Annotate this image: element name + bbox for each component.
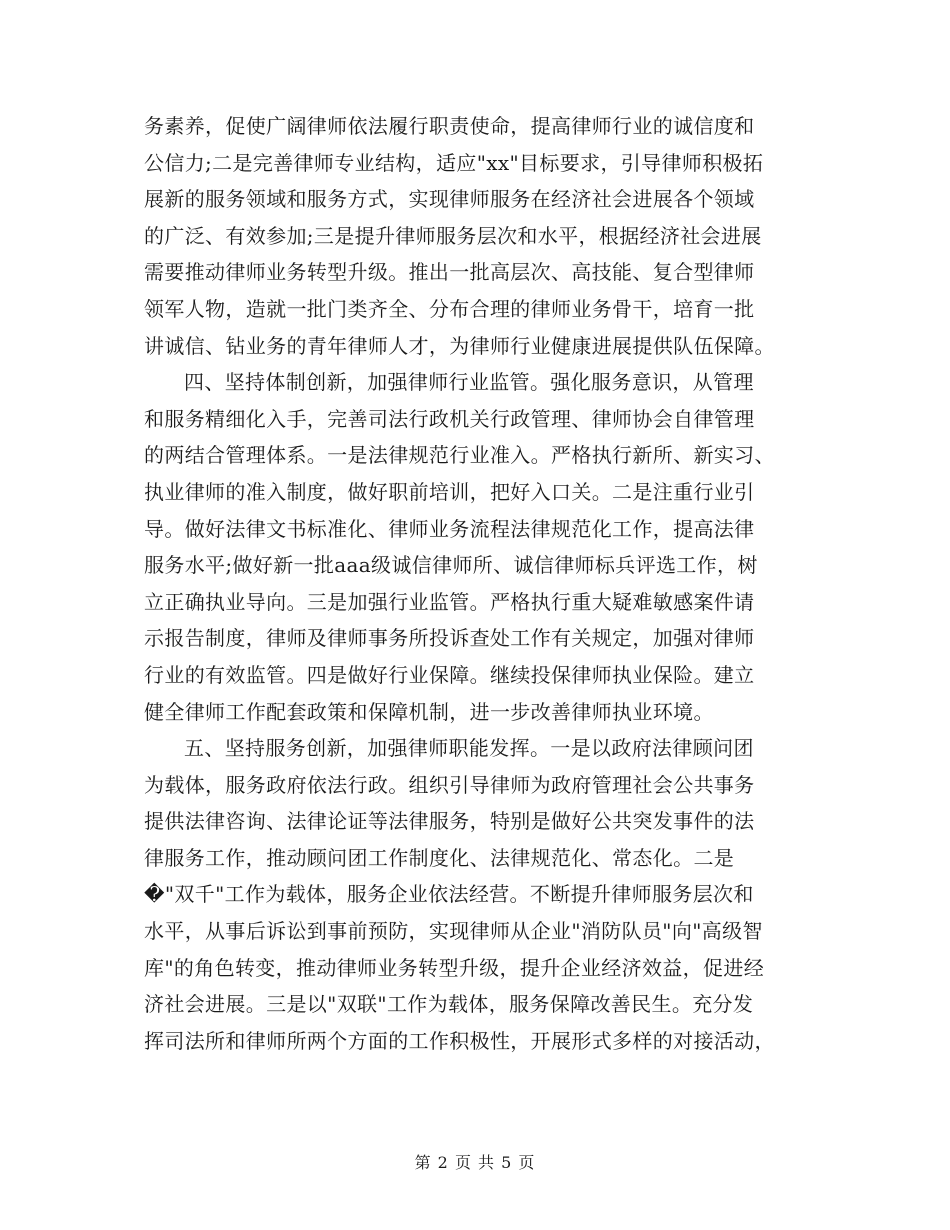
text-line: 服务水平;做好新一批aaa级诚信律师所、诚信律师标兵评选工作，树: [144, 553, 758, 578]
text-line: 领军人物，造就一批门类齐全、分布合理的律师业务骨干，培育一批: [144, 296, 755, 321]
text-line: 为载体，服务政府依法行政。组织引导律师为政府管理社会公共事务: [144, 772, 755, 797]
text-line: 四、坚持体制创新，加强律师行业监管。强化服务意识，从管理: [184, 370, 754, 395]
text-line: 导。做好法律文书标准化、律师业务流程法律规范化工作，提高法律: [144, 516, 755, 541]
text-line: 需要推动律师业务转型升级。推出一批高层次、高技能、复合型律师: [144, 260, 755, 285]
text-line: 济社会进展。三是以"双联"工作为载体，服务保障改善民生。充分发: [144, 992, 754, 1017]
text-line: 库"的角色转变，推动律师业务转型升级，提升企业经济效益，促进经: [144, 955, 765, 980]
text-line: 律服务工作，推动顾问团工作制度化、法律规范化、常态化。二是: [144, 845, 735, 870]
text-line: 立正确执业导向。三是加强行业监管。严格执行重大疑难敏感案件请: [144, 589, 755, 614]
text-line: 讲诚信、钻业务的青年律师人才，为律师行业健康进展提供队伍保障。: [144, 333, 775, 358]
text-line: 和服务精细化入手，完善司法行政机关行政管理、律师协会自律管理: [144, 406, 755, 431]
text-line: �"双千"工作为载体，服务企业依法经营。不断提升律师服务层次和: [144, 882, 754, 907]
document-body: [144, 108, 806, 1059]
page-footer: 第 2 页 共 5 页: [414, 1153, 536, 1172]
text-line: 的两结合管理体系。一是法律规范行业准入。严格执行新所、新实习、: [144, 443, 775, 468]
text-line: 示报告制度，律师及律师事务所投诉查处工作有关规定，加强对律师: [144, 626, 755, 651]
text-line: 行业的有效监管。四是做好行业保障。继续投保律师执业保险。建立: [144, 662, 755, 687]
text-line: 五、坚持服务创新，加强律师职能发挥。一是以政府法律顾问团: [184, 736, 754, 761]
text-line: 务素养，促使广阔律师依法履行职责使命，提高律师行业的诚信度和: [144, 114, 755, 138]
text-line: 健全律师工作配套政策和保障机制，进一步改善律师执业环境。: [144, 699, 714, 724]
text-line: 公信力;二是完善律师专业结构，适应"xx"目标要求，引导律师积极拓: [144, 150, 764, 175]
text-line: 水平，从事后诉讼到事前预防，实现律师从企业"消防队员"向"高级智: [144, 919, 763, 944]
text-line: 提供法律咨询、法律论证等法律服务，特别是做好公共突发事件的法: [144, 809, 755, 834]
text-line: 执业律师的准入制度，做好职前培训，把好入口关。二是注重行业引: [144, 479, 755, 504]
text-line: 挥司法所和律师所两个方面的工作积极性，开展形式多样的对接活动，: [144, 1028, 775, 1053]
text-line: 展新的服务领域和服务方式，实现律师服务在经济社会进展各个领域: [144, 187, 755, 212]
text-line: 的广泛、有效参加;三是提升律师服务层次和水平，根据经济社会进展: [144, 223, 762, 248]
